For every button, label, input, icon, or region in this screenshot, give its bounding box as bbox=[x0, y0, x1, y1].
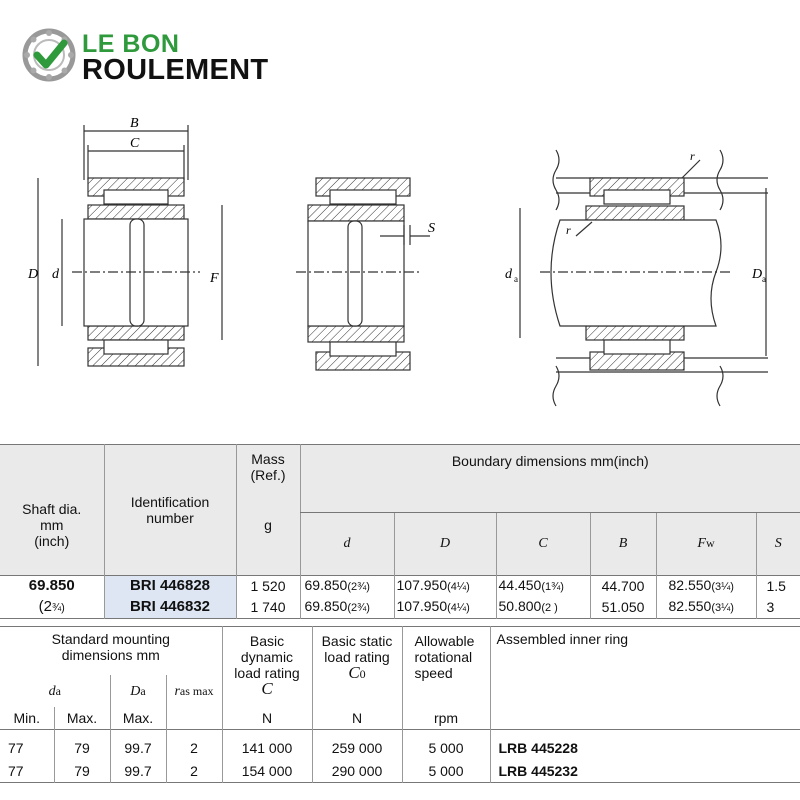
header-g: g bbox=[264, 517, 272, 533]
header-mount: Standard mounting bbox=[51, 631, 170, 647]
header-speed-1: Allowable bbox=[414, 633, 475, 649]
header-Da: D bbox=[130, 683, 141, 699]
header-id: Identification bbox=[130, 494, 210, 510]
label-Fw: F bbox=[210, 271, 219, 286]
header-N: N bbox=[222, 707, 312, 730]
mounting-drawing bbox=[520, 150, 768, 406]
bearing-drawing-1 bbox=[38, 125, 222, 366]
label-Da-sub: a bbox=[762, 274, 766, 284]
table-row: 77 79 99.7 2 154 000 290 000 5 000 LRB 445232 bbox=[0, 760, 800, 783]
table-row: 77 79 99.7 2 141 000 259 000 5 000 LRB 445228 bbox=[0, 730, 800, 761]
header-ras: r bbox=[174, 683, 180, 699]
col-C: C bbox=[496, 512, 590, 575]
col-B: B bbox=[590, 512, 656, 575]
header-ref: (Ref.) bbox=[250, 467, 286, 483]
bearing-drawings bbox=[0, 100, 800, 410]
header-mass: Mass bbox=[251, 451, 285, 467]
label-d: d bbox=[52, 267, 59, 282]
label-Da: D bbox=[752, 267, 763, 282]
header-boundary: Boundary dimensions mm(inch) bbox=[300, 445, 800, 513]
col-S: S bbox=[756, 512, 800, 575]
header-inner: Assembled inner ring bbox=[490, 627, 800, 730]
shaft-inch: (2¾) bbox=[38, 597, 65, 615]
brand-logo bbox=[22, 26, 322, 86]
header-shaft-mm: mm bbox=[40, 517, 64, 533]
header-max: Max. bbox=[54, 707, 110, 730]
header-speed-2: rotational bbox=[414, 649, 473, 665]
brand-line2: ROULEMENT bbox=[82, 54, 269, 86]
mass-cell: 1 520 bbox=[236, 576, 300, 597]
mounting-load-table: Standard mounting dimensions mm Basic dynamic load rating C Basic static load rating C0 Allowable rotational speed Assembled inner ring da Da ras max Min. Max. Max. N N rpm 77 79 99.7 2 141 000 259 000 5 000 LRB 445228 77 79 99.7 2 154 000 290 000 5 000 LRB 445232 bbox=[0, 626, 800, 783]
header-dyn-1: Basic dynamic bbox=[240, 633, 294, 665]
label-da-sub: a bbox=[514, 274, 518, 284]
boundary-dimensions-table bbox=[0, 444, 800, 619]
header-shaft: Shaft dia. bbox=[22, 501, 82, 517]
col-d: d bbox=[300, 512, 394, 575]
header-da: d bbox=[48, 683, 56, 699]
header-sta-C: C bbox=[348, 663, 360, 682]
shaft-mm: 69.850 bbox=[28, 577, 75, 594]
bearing-check-icon bbox=[22, 28, 76, 82]
label-ra-1: r bbox=[566, 223, 571, 237]
header-N2: N bbox=[312, 707, 402, 730]
header-rpm: rpm bbox=[402, 707, 490, 730]
mass-cell: 1 740 bbox=[236, 596, 300, 619]
label-D: D bbox=[28, 267, 39, 282]
header-min: Min. bbox=[13, 710, 40, 726]
table-row: (2¾) BRI 446832 1 740 69.850(2¾) 107.950(4¼) 50.800(2 ) 51.050 82.550(3¼) 3 bbox=[0, 596, 800, 619]
header-speed-3: speed bbox=[414, 665, 453, 681]
header-dyn-2: load rating bbox=[234, 665, 300, 681]
label-da: d bbox=[505, 267, 512, 282]
id-cell: BRI 446832 bbox=[104, 596, 236, 619]
brand-line1: LE BON bbox=[82, 30, 180, 58]
bearing-drawing-2 bbox=[296, 178, 430, 370]
header-max2: Max. bbox=[110, 707, 166, 730]
header-sta-2: load rating bbox=[324, 649, 390, 665]
header-mount-dims: dimensions mm bbox=[61, 647, 160, 663]
label-B: B bbox=[130, 116, 139, 131]
header-shaft-inch: (inch) bbox=[34, 533, 70, 549]
col-Fw: Fw bbox=[656, 512, 756, 575]
label-C: C bbox=[130, 136, 140, 151]
id-cell: BRI 446828 bbox=[104, 576, 236, 597]
label-ra-2: r bbox=[690, 149, 695, 163]
header-number: number bbox=[146, 510, 194, 526]
header-sta-1: Basic static bbox=[321, 633, 393, 649]
label-S: S bbox=[428, 221, 435, 236]
header-dyn-C: C bbox=[261, 679, 273, 698]
table-row: 69.850 BRI 446828 1 520 69.850(2¾) 107.950(4¼) 44.450(1¾) 44.700 82.550(3¼) 1.5 bbox=[0, 576, 800, 597]
col-D: D bbox=[394, 512, 496, 575]
